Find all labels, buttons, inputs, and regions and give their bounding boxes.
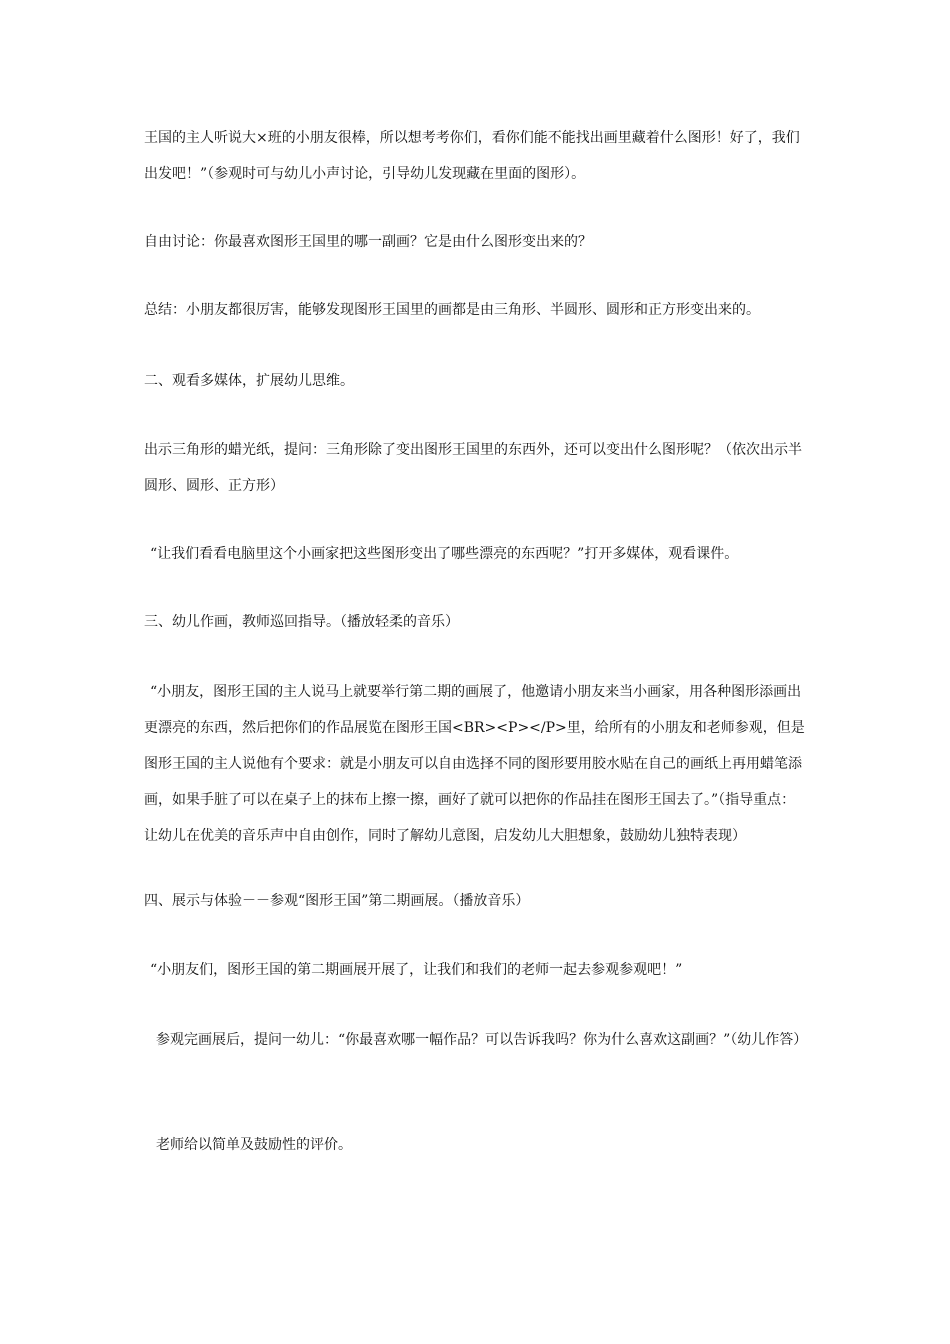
section-heading-3: 三、幼儿作画，教师巡回指导。（播放轻柔的音乐） <box>144 614 459 630</box>
section-heading-2: 二、观看多媒体，扩展幼儿思维。 <box>144 373 354 389</box>
paragraph-drawing-instructions: “小朋友，图形王国的主人说马上就要举行第二期的画展了，他邀请小朋友来当小画家，用各种图形添画出更漂亮的东西，然后把你们的作品展览在图形王国<BR><P></P>里，给所有的小朋友和老师参观，但是图形王国的主人说他有个要求：就是小朋友可以自由选择不同的图形要用胶水贴在自己的画纸上再用蜡笔添画，如果手脏了可以在桌子上的抹布上擦一擦，画好了就可以把你的作品挂在图形王国去了。”（指导重点：让幼儿在优美的音乐声中自由创作，同时了解幼儿意图，启发幼儿大胆想象，鼓励幼儿独特表现） <box>144 684 805 844</box>
paragraph-free-discussion: 自由讨论：你最喜欢图形王国里的哪一副画？它是由什么图形变出来的？ <box>144 234 592 250</box>
paragraph-exhibition-quote: “小朋友们，图形王国的第二期画展开展了，让我们和我们的老师一起去参观参观吧！” <box>150 962 683 978</box>
paragraph-computer-quote: “让我们看看电脑里这个小画家把这些图形变出了哪些漂亮的东西呢？”打开多媒体，观看课件。 <box>150 546 739 562</box>
paragraph-intro: 王国的主人听说大×班的小朋友很棒，所以想考考你们，看你们能不能找出画里藏着什么图形！好了，我们出发吧！”（参观时可与幼儿小声讨论，引导幼儿发现藏在里面的图形）。 <box>144 130 800 182</box>
paragraph-question: 参观完画展后，提问一幼儿：“你最喜欢哪一幅作品？可以告诉我吗？你为什么喜欢这副画？”（幼儿作答） <box>156 1032 808 1048</box>
paragraph-summary: 总结：小朋友都很厉害，能够发现图形王国里的画都是由三角形、半圆形、圆形和正方形变出来的。 <box>144 302 760 318</box>
paragraph-show-paper: 出示三角形的蜡光纸，提问：三角形除了变出图形王国里的东西外，还可以变出什么图形呢？（依次出示半圆形、圆形、正方形） <box>144 442 802 494</box>
paragraph-teacher-evaluation: 老师给以简单及鼓励性的评价。 <box>156 1137 352 1153</box>
section-heading-4: 四、展示与体验－－参观“图形王国”第二期画展。（播放音乐） <box>144 893 530 909</box>
